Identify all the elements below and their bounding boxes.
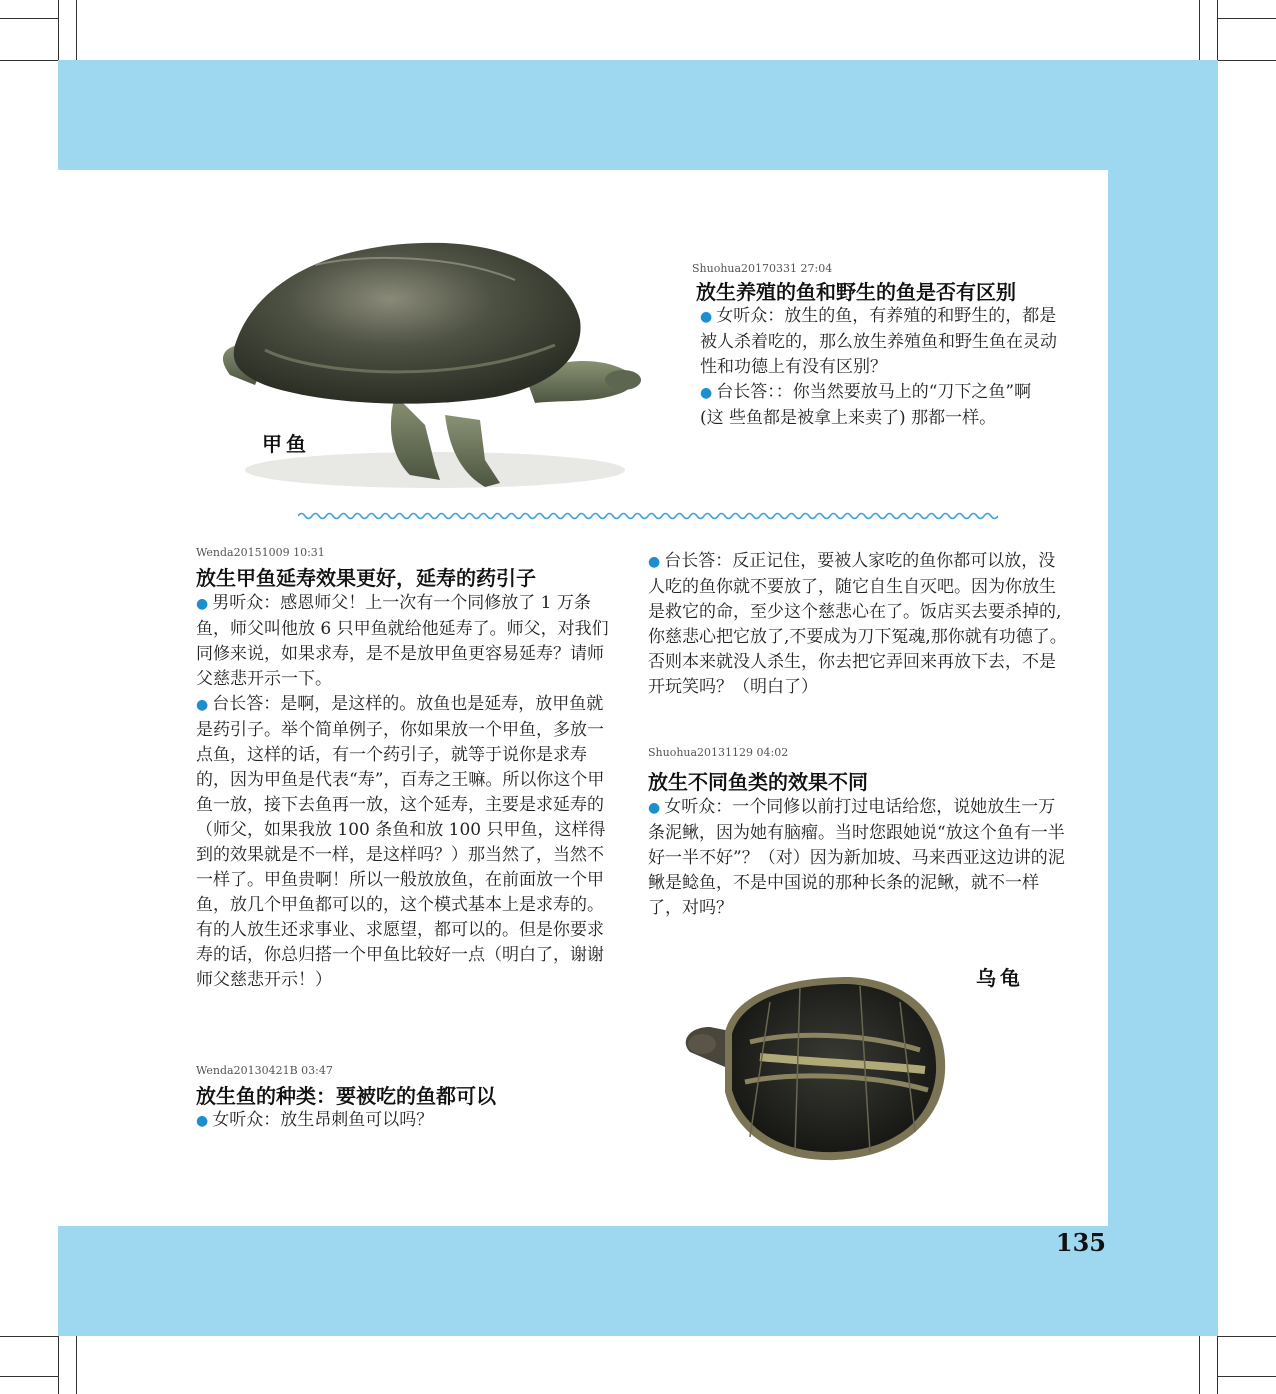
bullet-icon: ● <box>648 554 661 570</box>
crop-mark <box>76 1336 77 1394</box>
bullet-icon: ● <box>196 697 209 713</box>
s1-paragraph: ● 台长答：：你当然要放马上的“刀下之鱼”啊 (这 些鱼都是被拿上来卖了) 那都一样。 <box>700 382 1032 428</box>
crop-mark <box>0 60 58 61</box>
s1-title: 放生养殖的鱼和野生的鱼是否有区别 <box>696 280 1016 304</box>
crop-mark <box>0 18 58 19</box>
s3-body <box>196 1108 614 1134</box>
crop-mark <box>1218 18 1276 19</box>
bullet-icon: ● <box>700 385 713 401</box>
crop-mark <box>1218 1376 1276 1377</box>
s3-timestamp: Wenda20130421B 03:47 <box>196 1064 333 1077</box>
crop-mark <box>1218 60 1276 61</box>
s4-title: 放生不同鱼类的效果不同 <box>648 770 868 794</box>
s2-title: 放生甲鱼延寿效果更好，延寿的药引子 <box>196 566 536 590</box>
bullet-icon: ● <box>648 800 661 816</box>
crop-mark <box>0 1336 58 1337</box>
bullet-icon: ● <box>196 596 209 612</box>
s3-cont-paragraph: ● 台长答：反正记住，要被人家吃的鱼你都可以放，没人吃的鱼你就不要放了，随它自生自灭吧。因为你放生是救它的命，至少这个慈悲心在了。饭店买去要杀掉的,你慈悲心把它放了,不要成为刀下冤魂,那你就有功德了。否则本来就没人杀生，你去把它弄回来再放下去，不是开玩笑吗？（明白了） <box>648 551 1067 697</box>
s2-body <box>196 591 614 993</box>
page-number: 135 <box>1055 1228 1106 1257</box>
s1-body <box>700 304 1060 431</box>
s2-timestamp: Wenda20151009 10:31 <box>196 546 325 559</box>
crop-mark <box>0 1376 58 1377</box>
bottom-band <box>58 1226 1218 1336</box>
bullet-icon: ● <box>196 1113 209 1129</box>
crop-mark <box>1217 1336 1218 1394</box>
wave-divider <box>298 508 998 524</box>
s2-paragraph: ● 男听众：感恩师父！上一次有一个同修放了 1 万条鱼，师父叫他放 6 只甲鱼就给他延寿了。师父，对我们同修来说，如果求寿，是不是放甲鱼更容易延寿？请师父慈悲开示一下。 <box>196 593 609 689</box>
crop-mark <box>58 0 59 60</box>
s3-paragraph: ● 女听众：放生昂刺鱼可以吗？ <box>196 1110 434 1130</box>
tortoise-image <box>680 972 955 1167</box>
s4-body <box>648 795 1072 921</box>
tortoise-caption: 乌龟 <box>976 966 1024 990</box>
top-band <box>58 60 1218 170</box>
right-band <box>1108 60 1218 1330</box>
crop-mark <box>58 1336 59 1394</box>
crop-mark <box>1199 0 1200 60</box>
bullet-icon: ● <box>700 309 713 325</box>
s1-timestamp: Shuohua20170331 27:04 <box>692 262 833 275</box>
s4-paragraph: ● 女听众：一个同修以前打过电话给您，说她放生一万条泥鳅，因为她有脑瘤。当时您跟她说“放这个鱼有一半好一半不好”？（对）因为新加坡、马来西亚这边讲的泥鳅是鲶鱼，不是中国说的那种长条的泥鳅，就不一样了，对吗？ <box>648 797 1065 918</box>
crop-mark <box>1218 1336 1276 1337</box>
crop-mark <box>76 0 77 60</box>
crop-mark <box>1217 0 1218 60</box>
crop-mark <box>1199 1336 1200 1394</box>
s3-continuation <box>648 549 1072 700</box>
s2-paragraph: ● 台长答：是啊，是这样的。放鱼也是延寿，放甲鱼就是药引子。举个简单例子，你如果放一个甲鱼，多放一点鱼，这样的话，有一个药引子，就等于说你是求寿的，因为甲鱼是代表“寿”，百寿之王嘛。所以你这个甲鱼一放，接下去鱼再一放，这个延寿，主要是求延寿的（师父，如果我放 100 条鱼和放 100 只甲鱼，这样得到的效果就是不一样，是这样吗？）那当然了，当然不一样了。甲鱼贵啊！所以一般放放鱼，在前面放一个甲鱼，放几个甲鱼都可以的，这个模式基本上是求寿的。有的人放生还求事业、求愿望，都可以的。但是你要求寿的话，你总归搭一个甲鱼比较好一点（明白了，谢谢师父慈悲开示！） <box>196 694 606 990</box>
s4-timestamp: Shuohua20131129 04:02 <box>648 746 789 759</box>
s3-title: 放生鱼的种类：要被吃的鱼都可以 <box>196 1084 496 1108</box>
softshell-caption: 甲鱼 <box>262 432 310 456</box>
s1-paragraph: ● 女听众：放生的鱼，有养殖的和野生的，都是被人杀着吃的，那么放生养殖鱼和野生鱼在灵动性和功德上有没有区别？ <box>700 306 1057 377</box>
